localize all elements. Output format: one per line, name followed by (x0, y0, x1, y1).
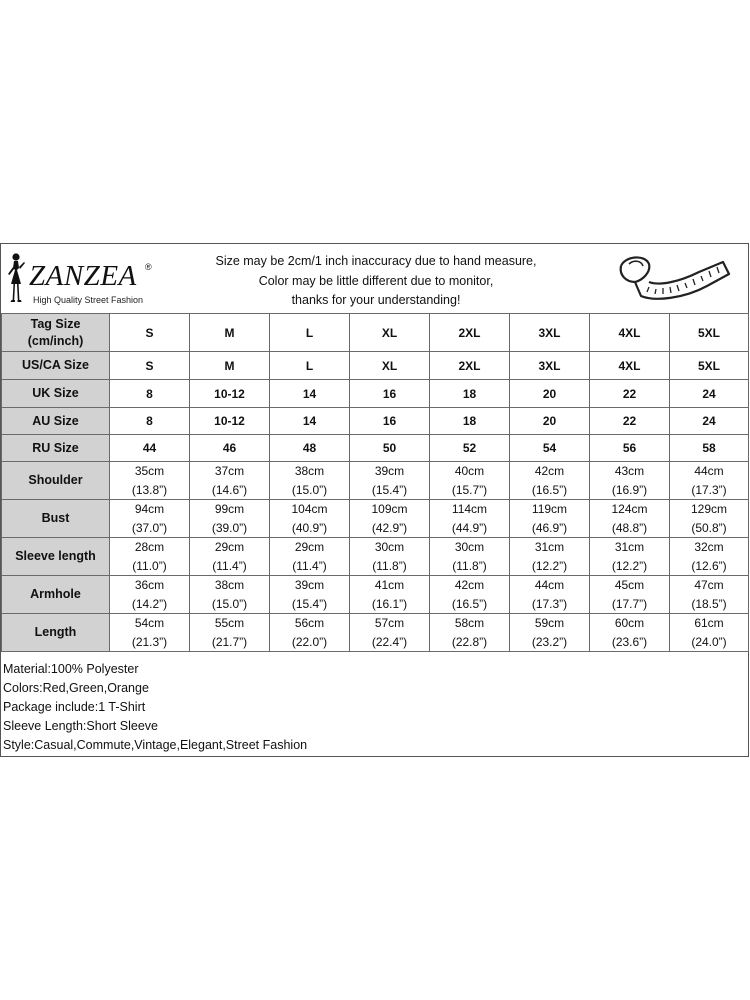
row-label: Bust (2, 500, 110, 538)
size-value-cell: 16 (350, 408, 430, 435)
size-value-cell: 46 (190, 435, 270, 462)
measurement-cell (430, 462, 510, 500)
measurement-cm: 42cm (534, 464, 565, 478)
measurement-inch: (13.8”) (131, 482, 168, 497)
measurement-inch: (16.1”) (371, 596, 408, 611)
size-value-cell: XL (350, 314, 430, 352)
measurement-inch: (15.0”) (211, 596, 248, 611)
measurement-cm: 35cm (134, 464, 165, 478)
measurement-cell (190, 576, 270, 614)
brand-logo (5, 252, 165, 308)
measurement-inch: (39.0”) (211, 520, 248, 535)
measurement-cell (190, 614, 270, 652)
measurement-cell (190, 500, 270, 538)
size-value-cell: 22 (590, 408, 670, 435)
measurement-cm: 55cm (214, 616, 245, 630)
table-row (2, 538, 749, 576)
measurement-cm: 94cm (134, 502, 165, 516)
measurement-inch: (17.3”) (531, 596, 568, 611)
measurement-inch: (42.9”) (371, 520, 408, 535)
size-value-cell: 4XL (590, 352, 670, 380)
detail-material: Material:100% Polyester (3, 662, 139, 676)
size-value-cell: 18 (430, 408, 510, 435)
size-value-cell: 3XL (510, 314, 590, 352)
row-label: AU Size (2, 408, 110, 435)
table-row (2, 380, 749, 408)
size-value-cell: S (110, 352, 190, 380)
measurement-cell (590, 500, 670, 538)
measurement-notice (171, 252, 581, 311)
woman-silhouette-icon (5, 252, 27, 304)
brand-tagline: High Quality Street Fashion (33, 295, 144, 305)
measurement-cm: 32cm (694, 540, 724, 554)
measurement-cm: 59cm (534, 616, 565, 630)
measurement-cm: 40cm (454, 464, 485, 478)
measurement-inch: (21.7”) (211, 634, 248, 649)
measurement-inch: (44.9”) (451, 520, 488, 535)
measurement-cell (350, 538, 430, 576)
measurement-cell (270, 538, 350, 576)
size-value-cell: 58 (670, 435, 749, 462)
measurement-cm: 43cm (614, 464, 645, 478)
measurement-cell (190, 462, 270, 500)
measurement-cell (350, 614, 430, 652)
size-value-cell: L (270, 352, 350, 380)
measurement-cm: 57cm (374, 616, 405, 630)
measurement-inch: (23.6”) (611, 634, 648, 649)
measurement-cell (590, 614, 670, 652)
measurement-cell (670, 576, 749, 614)
measurement-cell (270, 462, 350, 500)
measurement-cm: 29cm (294, 540, 325, 554)
row-label: Length (2, 614, 110, 652)
measurement-cm: 39cm (374, 464, 405, 478)
notice-line: Size may be 2cm/1 inch inaccuracy due to hand measure, (215, 254, 537, 268)
measurement-inch: (16.9”) (611, 482, 648, 497)
measurement-inch: (12.6”) (691, 558, 727, 573)
row-label: Shoulder (2, 462, 110, 500)
size-value-cell: 50 (350, 435, 430, 462)
measurement-cm: 58cm (454, 616, 485, 630)
size-value-cell: 4XL (590, 314, 670, 352)
measurement-cm: 119cm (531, 502, 568, 516)
row-label: UK Size (2, 380, 110, 408)
detail-colors: Colors:Red,Green,Orange (3, 681, 149, 695)
measurement-cell (430, 576, 510, 614)
size-value-cell: 14 (270, 408, 350, 435)
measurement-cell (270, 614, 350, 652)
measurement-inch: (17.7”) (611, 596, 648, 611)
measurement-cell (110, 500, 190, 538)
size-value-cell: 54 (510, 435, 590, 462)
measurement-cell (670, 462, 749, 500)
measurement-cm: 28cm (134, 540, 165, 554)
measurement-cm: 54cm (134, 616, 165, 630)
measurement-cell (590, 576, 670, 614)
measurement-cm: 39cm (294, 578, 325, 592)
size-value-cell: 20 (510, 408, 590, 435)
measurement-inch: (15.4”) (371, 482, 408, 497)
measurement-cell (270, 576, 350, 614)
measurement-inch: (24.0”) (691, 634, 727, 649)
size-value-cell: 48 (270, 435, 350, 462)
measurement-cell (670, 538, 749, 576)
measurement-cm: 44cm (694, 464, 724, 478)
measurement-cm: 56cm (294, 616, 325, 630)
measurement-cm: 29cm (214, 540, 245, 554)
detail-style: Style:Casual,Commute,Vintage,Elegant,Street Fashion (3, 738, 308, 752)
measurement-cell (510, 538, 590, 576)
measurement-inch: (23.2”) (531, 634, 568, 649)
size-value-cell: 2XL (430, 352, 510, 380)
size-value-cell: M (190, 314, 270, 352)
measurement-inch: (11.8”) (372, 558, 407, 573)
measurement-cm: 129cm (690, 502, 728, 516)
measurement-cm: 45cm (614, 578, 645, 592)
measurement-cell (270, 500, 350, 538)
size-value-cell: 3XL (510, 352, 590, 380)
measurement-cell (670, 500, 749, 538)
measurement-cell (350, 462, 430, 500)
measurement-inch: (11.4”) (212, 558, 247, 573)
size-value-cell: 24 (670, 380, 749, 408)
measurement-inch: (11.8”) (452, 558, 487, 573)
size-value-cell: 44 (110, 435, 190, 462)
size-value-cell: L (270, 314, 350, 352)
measurement-inch: (48.8”) (611, 520, 648, 535)
measurement-inch: (15.4”) (291, 596, 328, 611)
size-value-cell: 16 (350, 380, 430, 408)
size-value-cell: 52 (430, 435, 510, 462)
measurement-cell (110, 576, 190, 614)
table-row (2, 576, 749, 614)
size-value-cell: 10-12 (190, 408, 270, 435)
measurement-cm: 60cm (614, 616, 645, 630)
measurement-cm: 30cm (454, 540, 485, 554)
size-value-cell: 2XL (430, 314, 510, 352)
size-rows (2, 314, 749, 462)
measuring-tape-icon (615, 252, 735, 308)
table-row (2, 408, 749, 435)
measurement-inch: (21.3”) (131, 634, 168, 649)
size-value-cell: M (190, 352, 270, 380)
measurement-inch: (17.3”) (691, 482, 727, 497)
measurement-inch: (14.2”) (131, 596, 168, 611)
measurement-cell (190, 538, 270, 576)
detail-sleeve-length: Sleeve Length:Short Sleeve (3, 719, 158, 733)
measurement-cm: 38cm (294, 464, 325, 478)
measuring-tape (615, 252, 735, 313)
measurement-cm: 41cm (374, 578, 405, 592)
measurement-inch: (22.8”) (451, 634, 488, 649)
row-label: Sleeve length (2, 538, 110, 576)
measurement-cell (430, 538, 510, 576)
measurement-inch: (22.0”) (291, 634, 328, 649)
measurement-cm: 61cm (694, 616, 724, 630)
measurement-cm: 109cm (371, 502, 408, 516)
size-value-cell: 8 (110, 408, 190, 435)
size-value-cell: 14 (270, 380, 350, 408)
size-value-cell: 18 (430, 380, 510, 408)
detail-package: Package include:1 T-Shirt (3, 700, 146, 714)
size-value-cell: 5XL (670, 314, 749, 352)
brand-name: ZANZEA (29, 260, 137, 292)
measurement-cm: 44cm (534, 578, 565, 592)
measurement-cm: 30cm (374, 540, 405, 554)
table-row (2, 435, 749, 462)
measurement-cell (510, 500, 590, 538)
size-value-cell: 22 (590, 380, 670, 408)
measurement-cell (110, 538, 190, 576)
measurement-rows (2, 462, 749, 652)
size-value-cell: 10-12 (190, 380, 270, 408)
notice-line: thanks for your understanding! (291, 293, 461, 307)
measurement-inch: (50.8”) (691, 520, 727, 535)
measurement-cm: 104cm (291, 502, 328, 516)
measurement-inch: (37.0”) (131, 520, 168, 535)
size-value-cell: 20 (510, 380, 590, 408)
size-value-cell: 56 (590, 435, 670, 462)
product-details (1, 657, 748, 755)
measurement-cell (350, 500, 430, 538)
measurement-cm: 124cm (611, 502, 648, 516)
measurement-inch: (18.5”) (691, 596, 727, 611)
table-row (2, 352, 749, 380)
measurement-cell (510, 614, 590, 652)
measurement-inch: (22.4”) (371, 634, 408, 649)
measurement-inch: (11.4”) (292, 558, 327, 573)
table-row (2, 314, 749, 352)
table-row (2, 614, 749, 652)
size-chart-header (1, 244, 748, 313)
measurement-inch: (12.2”) (611, 558, 648, 573)
measurement-cell (350, 576, 430, 614)
measurement-inch: (46.9”) (531, 520, 568, 535)
notice-line: Color may be little different due to monitor, (258, 273, 494, 288)
measurement-cell (430, 500, 510, 538)
measurement-cell (110, 462, 190, 500)
measurement-cm: 37cm (214, 464, 245, 478)
measurement-cell (590, 462, 670, 500)
measurement-inch: (14.6”) (211, 482, 248, 497)
registered-mark: ® (145, 262, 152, 272)
measurement-inch: (12.2”) (531, 558, 568, 573)
measurement-cm: 36cm (134, 578, 165, 592)
measurement-cell (430, 614, 510, 652)
measurement-cell (670, 614, 749, 652)
measurement-inch: (15.7”) (451, 482, 488, 497)
row-label: Tag Size (cm/inch) (2, 314, 110, 352)
row-label: US/CA Size (2, 352, 110, 380)
measurement-inch: (15.0”) (291, 482, 328, 497)
size-value-cell: 24 (670, 408, 749, 435)
measurement-inch: (11.0”) (132, 558, 167, 573)
measurement-cm: 31cm (534, 540, 565, 554)
measurement-cell (590, 538, 670, 576)
measurement-cm: 31cm (614, 540, 645, 554)
size-value-cell: XL (350, 352, 430, 380)
size-value-cell: S (110, 314, 190, 352)
size-value-cell: 5XL (670, 352, 749, 380)
row-label: Armhole (2, 576, 110, 614)
size-value-cell: 8 (110, 380, 190, 408)
size-chart-sheet (0, 243, 749, 757)
measurement-cell (510, 462, 590, 500)
measurement-inch: (16.5”) (451, 596, 488, 611)
measurement-cm: 114cm (451, 502, 488, 516)
table-row (2, 462, 749, 500)
measurement-cm: 99cm (214, 502, 245, 516)
measurement-cell (510, 576, 590, 614)
size-table (1, 313, 749, 652)
table-row (2, 500, 749, 538)
measurement-cell (110, 614, 190, 652)
measurement-inch: (40.9”) (291, 520, 328, 535)
measurement-inch: (16.5”) (531, 482, 568, 497)
row-label: RU Size (2, 435, 110, 462)
measurement-cm: 42cm (454, 578, 485, 592)
measurement-cm: 47cm (694, 578, 724, 592)
measurement-cm: 38cm (214, 578, 245, 592)
